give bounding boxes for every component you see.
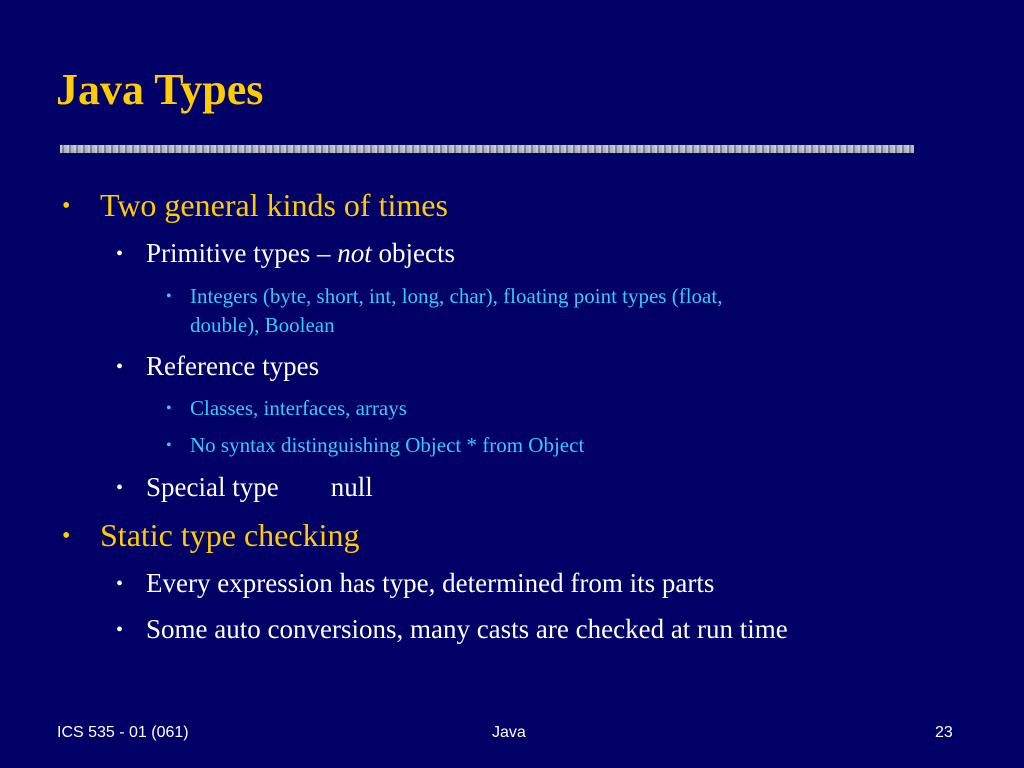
footer-topic: Java — [492, 724, 526, 741]
bullet-text: Two general kinds of times — [100, 187, 448, 223]
special-type-label: Special type — [146, 472, 279, 502]
bullet-marker: • — [116, 573, 124, 595]
bullet-text: Static type checking — [100, 517, 360, 553]
bullet-marker: • — [166, 288, 172, 305]
bullet-text: double), Boolean — [190, 313, 335, 337]
bullet-text: Every expression has type, determined from its parts — [146, 568, 715, 598]
bullet-text: No syntax distinguishing Object * from Object — [190, 433, 585, 457]
bullet-marker: • — [62, 523, 71, 549]
bullet-text-post: objects — [371, 238, 455, 268]
bullet-text — [146, 238, 455, 269]
special-type-value: null — [330, 472, 373, 502]
bullet-text: Integers (byte, short, int, long, char), floating point types (float, — [190, 284, 723, 308]
footer-course: ICS 535 - 01 (061) — [57, 724, 189, 741]
bullet-text: Some auto conversions, many casts are checked at run time — [146, 614, 788, 644]
slide-title: Java Types — [56, 65, 264, 114]
bullet-text-emphasis: not — [337, 238, 372, 268]
bullet-marker: • — [166, 437, 172, 454]
bullet-text — [146, 472, 373, 503]
title-divider — [60, 145, 914, 153]
bullet-text-pre: Primitive types – — [146, 238, 338, 268]
bullet-text: Classes, interfaces, arrays — [190, 396, 407, 420]
bullet-marker: • — [62, 193, 71, 219]
footer-page-number: 23 — [935, 724, 953, 741]
bullet-marker: • — [166, 400, 172, 417]
bullet-marker: • — [116, 477, 124, 499]
bullet-text: Reference types — [146, 351, 320, 381]
bullet-marker: • — [116, 356, 124, 378]
bullet-marker: • — [116, 619, 124, 641]
bullet-marker: • — [116, 243, 124, 265]
